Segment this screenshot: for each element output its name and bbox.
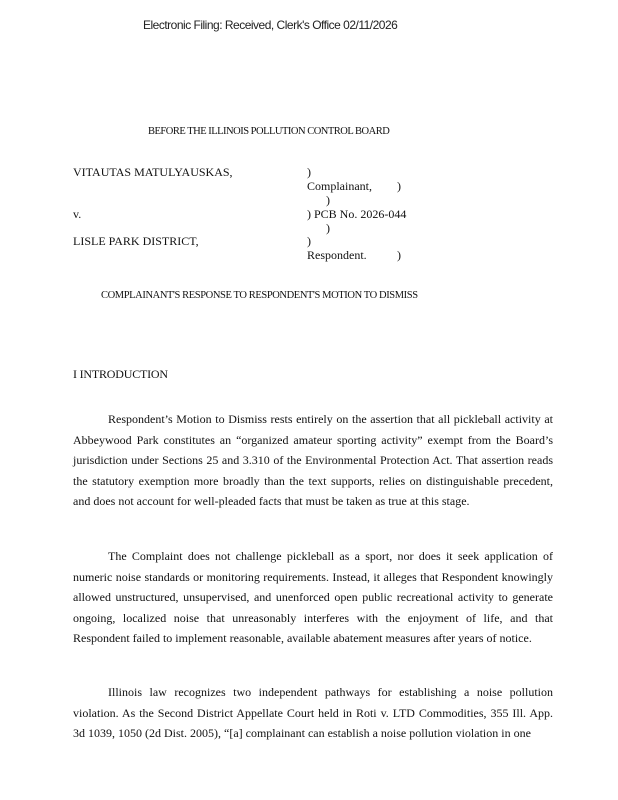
body-paragraph: Respondent’s Motion to Dismiss rests entirely on the assertion that all pickleball activity at Abbeywood Park constitutes an “organized amateur sporting activity” exempt from the Board’s jurisdiction under Sections 25 and 3.310 of the Environmental Protection Act. That assertion reads the statutory exemption more broadly than the text supports, relies on distinguishable precedent, and does not account for well-pleaded facts that must be taken as true at this stage. xyxy=(73,412,553,508)
board-heading: BEFORE THE ILLINOIS POLLUTION CONTROL BOARD xyxy=(148,126,390,137)
caption-paren: ) xyxy=(326,193,330,207)
document-title: COMPLAINANT'S RESPONSE TO RESPONDENT'S MOTION TO DISMISS xyxy=(101,290,418,301)
complainant-name: VITAUTAS MATULYAUSKAS, xyxy=(73,165,233,179)
electronic-filing-stamp: Electronic Filing: Received, Clerk's Office 02/11/2026 xyxy=(143,18,398,32)
respondent-role: Respondent. xyxy=(307,248,367,262)
complainant-role: Complainant, xyxy=(307,179,372,193)
caption-paren: ) xyxy=(397,248,401,262)
versus: v. xyxy=(73,207,82,221)
body-paragraph: Illinois law recognizes two independent pathways for establishing a noise pollution violation. As the Second District Appellate Court held in Roti v. LTD Commodities, 355 Ill. App. 3d 1039, 1050 (2d Dist. 2005), “[a] complainant can establish a noise pollution violation in one xyxy=(73,685,553,740)
caption-paren: ) xyxy=(397,179,401,193)
caption-paren: ) xyxy=(307,165,311,179)
case-number: ) PCB No. 2026-044 xyxy=(307,207,407,221)
section-heading: I INTRODUCTION xyxy=(73,367,168,381)
body-paragraph: The Complaint does not challenge pickleball as a sport, nor does it seek application of numeric noise standards or monitoring requirements. Instead, it alleges that Respondent knowingly allowed unstructured, unsupervised, and unenforced open public recreational activity to generate ongoing, localized noise that unreasonably interferes with the enjoyment of life, and that Respondent failed to implement reasonable, available abatement measures after years of notice. xyxy=(73,549,553,645)
respondent-name: LISLE PARK DISTRICT, xyxy=(73,234,199,248)
caption-paren: ) xyxy=(326,221,330,235)
caption-paren: ) xyxy=(307,234,311,248)
